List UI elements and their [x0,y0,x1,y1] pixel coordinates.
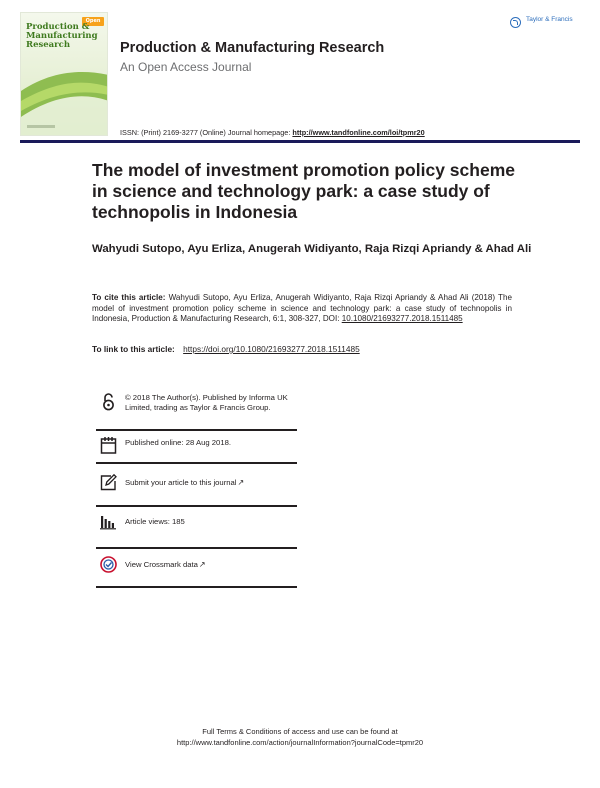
crossmark-link[interactable]: View Crossmark data↗ [125,560,206,569]
publisher-name: Taylor & Francis [526,16,573,23]
article-views: Article views: 185 [125,517,185,526]
publisher-logo[interactable] [510,13,585,43]
bar-chart-icon [100,512,117,531]
divider [96,547,297,549]
journal-homepage-link[interactable]: http://www.tandfonline.com/loi/tpmr20 [292,128,425,137]
license-text: © 2018 The Author(s). Published by Informa UK Limited, trading as Taylor & Francis Group. [125,393,288,412]
journal-title: Production & Manufacturing Research [120,40,385,56]
article-doi-link[interactable]: https://doi.org/10.1080/21693277.2018.1511485 [183,344,360,354]
taylor-francis-icon [510,17,521,28]
citation-block [92,293,512,325]
footer-url[interactable]: http://www.tandfonline.com/action/journalInformation?journalCode=tpmr20 [176,738,424,747]
journal-subtitle: An Open Access Journal [120,60,252,74]
header-rule [20,140,580,143]
external-link-icon: ↗ [198,560,206,569]
calendar-icon [100,436,117,455]
divider [96,429,297,431]
open-access-icon [100,392,117,411]
external-link-icon: ↗ [237,478,245,487]
divider [96,505,297,507]
cover-title: Production & Manufacturing Research [26,22,98,50]
submit-article-link[interactable]: Submit your article to this journal↗ [125,478,245,487]
cover-publisher-mark [27,125,55,128]
footer-terms: Full Terms & Conditions of access and use can be found at [202,727,398,736]
issn-text: ISSN: (Print) 2169-3277 (Online) Journal homepage: [120,128,293,137]
citation-doi-link[interactable]: 10.1080/21693277.2018.1511485 [341,314,463,323]
article-authors: Wahyudi Sutopo, Ayu Erliza, Anugerah Widiyanto, Raja Rizqi Apriandy & Ahad Ali [92,243,532,255]
divider [96,462,297,464]
citation-text: Wahyudi Sutopo, Ayu Erliza, Anugerah Widiyanto, Raja Rizqi Apriandy & Ahad Ali (2018) The model of investment promotion policy scheme in science and technology park: a case study of technopolis in Indonesia, Production & Manufacturing Research, 6:1, 308-327, DOI: [92,293,512,323]
published-date: Published online: 28 Aug 2018. [125,438,232,447]
open-access-badge: Open [82,17,104,26]
issn-line [120,128,425,137]
edit-icon [100,473,117,492]
crossmark-icon [100,555,117,574]
journal-cover [20,12,108,136]
link-label: To link to this article: [92,344,178,354]
divider [96,586,297,588]
article-link-line [92,344,360,354]
article-title: The model of investment promotion policy scheme in science and technology park: a case study of technopolis in Indonesia [92,160,515,222]
footer [100,726,500,748]
citation-label: To cite this article: [92,293,169,302]
